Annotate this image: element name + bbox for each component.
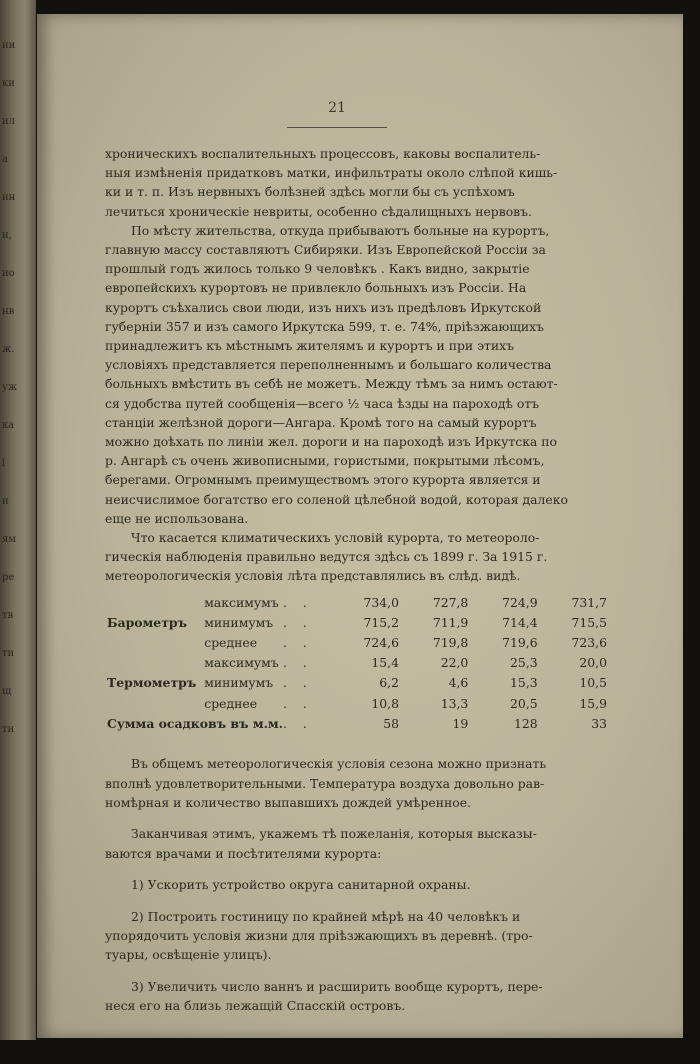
text-line: вполнѣ удовлетворительными. Температура воздуха довольно рав- <box>105 775 545 791</box>
paragraph <box>105 144 612 221</box>
table-cell-value: 20,5 <box>510 695 538 711</box>
text-line: принадлежитъ къ мѣстнымъ жителямъ и курортъ и при этихъ <box>105 338 515 354</box>
table-cell-value: 128 <box>513 715 538 731</box>
table-cell-value: 15,4 <box>371 655 399 671</box>
table-cell-value: 15,9 <box>579 695 607 711</box>
table-row <box>107 673 607 693</box>
table-cell-value: 715,2 <box>363 614 399 630</box>
text-line: ваются врачами и посѣтителями курорта: <box>105 845 382 861</box>
text-line: неся его на близь лежащій Спасскій островъ. <box>105 997 406 1013</box>
table-cell-value: 19 <box>452 715 469 731</box>
text-line: ныя измѣненія придатковъ матки, инфильтраты около слѣпой кишь- <box>105 165 558 181</box>
text-line: метеорологическія условія лѣта представлялись въ слѣд. видѣ. <box>105 568 521 584</box>
table-cell-value: 15,3 <box>510 675 538 691</box>
adjacent-page-text-fragment: ии <box>2 40 16 51</box>
text-line: еще не использована. <box>105 510 249 526</box>
text-line: условіяхъ представляется переполненнымъ и большаго количества <box>105 357 552 373</box>
table-cell-value: 10,8 <box>371 695 399 711</box>
text-line: больныхъ вмѣстить въ себѣ не можетъ. Между тѣмъ за нимъ остают- <box>105 376 558 392</box>
table-row <box>107 592 607 612</box>
text-line: Что касается климатическихъ условій курорта, то метеороло- <box>131 530 540 546</box>
table-row <box>107 653 607 673</box>
adjacent-page-text-fragment: тв <box>2 610 14 621</box>
row-group-label <box>107 693 204 713</box>
row-group-label: Барометръ <box>107 614 188 630</box>
table-row <box>107 693 607 713</box>
text-line: ки и т. п. Изъ нервныхъ болѣзней здѣсь могли бы съ успѣхомъ <box>105 184 515 200</box>
text-line: хроническихъ воспалительныхъ процессовъ, каковы воспалитель- <box>105 146 541 161</box>
text-line: станціи желѣзной дороги—Ангара. Кромѣ того на самый курортъ <box>105 414 537 430</box>
text-line: 3) Увеличить число ваннъ и расширить вообще курортъ, пере- <box>131 978 543 994</box>
table-cell-value: 719,6 <box>502 634 538 650</box>
text-line: курортъ съѣхались свои люди, изъ нихъ изъ предѣловъ Иркутской <box>105 299 542 315</box>
table-cell-value: 715,5 <box>571 614 607 630</box>
paragraph <box>105 528 612 586</box>
text-line: берегами. Огромнымъ преимуществомъ этого курорта является и <box>105 472 541 488</box>
book-page <box>37 14 683 1038</box>
adjacent-page-edge <box>0 0 36 1040</box>
text-line: номѣрная и количество выпавшихъ дождей умѣренное. <box>105 794 471 810</box>
text-line: 1) Ускорить устройство округа санитарной охраны. <box>131 877 471 893</box>
adjacent-page-text-fragment: ж. <box>2 344 15 355</box>
text-line: губерніи 357 и изъ самого Иркутска 599, т. е. 74%, пріѣзжающихъ <box>105 318 544 334</box>
leader-dots: . . <box>282 614 313 630</box>
adjacent-page-text-fragment: и, <box>2 230 12 241</box>
paragraph <box>105 221 612 528</box>
text-line: р. Ангарѣ съ очень живописными, гористыми, покрытыми лѣсомъ, <box>105 453 545 469</box>
table-cell-value: 33 <box>591 715 607 731</box>
text-line: неисчислимое богатство его соленой цѣлебной водой, которая далеко <box>105 491 568 507</box>
paragraph <box>105 907 612 965</box>
table-cell-value: 58 <box>383 715 399 731</box>
page-number-rule <box>287 127 387 128</box>
adjacent-page-text-fragment: уж <box>2 382 18 393</box>
table-cell-value: 734,0 <box>363 594 399 610</box>
row-sub-label: максимумъ <box>204 594 279 610</box>
text-line: Заканчивая этимъ, укажемъ тѣ пожеланія, которыя высказы- <box>131 826 537 842</box>
text-line: Въ общемъ метеорологическія условія сезона можно признать <box>131 756 547 772</box>
leader-dots: . . <box>282 634 313 650</box>
leader-dots: . . <box>282 695 313 711</box>
body-text-top <box>105 144 612 586</box>
text-line: туары, освѣщеніе улицъ). <box>105 947 272 963</box>
adjacent-page-text-fragment: ки <box>2 78 15 89</box>
adjacent-page-text-fragment: ре <box>2 572 15 583</box>
text-line: гическія наблюденія правильно ведутся здѣсь съ 1899 г. За 1915 г. <box>105 549 548 565</box>
adjacent-page-text-fragment: ка <box>2 420 15 431</box>
adjacent-page-text-fragment: ин <box>2 192 16 203</box>
adjacent-page-text-fragment: ям <box>2 534 17 545</box>
adjacent-page-text-fragment: ио <box>2 268 15 279</box>
row-group-label: Термометръ <box>107 675 197 691</box>
adjacent-page-text-fragment: а <box>2 154 8 165</box>
row-label: Сумма осадковъ въ м.м. <box>107 715 283 731</box>
table-cell-value: 6,2 <box>379 675 399 691</box>
text-line: упорядочить условія жизни для пріѣзжающихъ въ деревнѣ. (тро- <box>105 927 533 943</box>
table-cell-value: 714,4 <box>502 614 538 630</box>
leader-dots: . . <box>282 655 313 671</box>
paragraph <box>105 875 612 894</box>
text-line: ся удобства путей сообщенія—всего ½ часа ѣзды на пароходѣ отъ <box>105 395 540 411</box>
table-cell-value: 724,9 <box>502 594 538 610</box>
table-cell-value: 727,8 <box>432 594 469 610</box>
table-cell-value: 4,6 <box>448 675 469 691</box>
table-row <box>107 632 607 652</box>
row-sub-label: минимумъ <box>204 675 274 691</box>
text-line: европейскихъ курортовъ не привлекло больныхъ изъ Россіи. На <box>105 280 527 296</box>
adjacent-page-text-fragment: ти <box>2 648 15 659</box>
text-line: лечиться хроническіе невриты, особенно сѣдалищныхъ нервовъ. <box>105 203 532 219</box>
paragraph <box>105 977 612 1015</box>
text-line: 2) Построить гостиницу по крайней мѣрѣ на 40 человѣкъ и <box>131 908 521 924</box>
table-cell-value: 719,8 <box>432 634 469 650</box>
leader-dots: . . <box>282 594 313 610</box>
adjacent-page-text-fragment: и <box>2 496 9 507</box>
adjacent-page-text-fragment: ти <box>2 724 15 735</box>
table-row <box>107 612 607 632</box>
page-number: 21 <box>328 100 346 116</box>
row-sub-label: среднее <box>204 695 258 711</box>
leader-dots: . . <box>282 675 313 691</box>
text-line: По мѣсту жительства, откуда прибываютъ больные на курортъ, <box>131 222 550 238</box>
table-row <box>107 713 607 733</box>
row-sub-label: среднее <box>204 634 258 650</box>
table-cell-value: 20,0 <box>579 655 607 671</box>
text-line: прошлый годъ жилось только 9 человѣкъ . Какъ видно, закрытіе <box>105 261 530 277</box>
leader-dots: . . <box>282 715 313 731</box>
text-line: главную массу составляютъ Сибиряки. Изъ Европейской Россіи за <box>105 242 546 258</box>
adjacent-page-text-fragment: щ <box>2 686 12 697</box>
adjacent-page-text-fragment: l <box>2 458 6 469</box>
row-sub-label: минимумъ <box>204 614 274 630</box>
table-cell-value: 25,3 <box>510 655 538 671</box>
row-sub-label: максимумъ <box>204 655 279 671</box>
table-cell-value: 13,3 <box>440 695 469 711</box>
table-cell-value: 731,7 <box>571 594 607 610</box>
row-group-label <box>107 653 204 673</box>
climate-table <box>107 592 607 733</box>
table-cell-value: 724,6 <box>363 634 399 650</box>
table-cell-value: 723,6 <box>571 634 607 650</box>
row-group-label <box>107 632 204 652</box>
paragraph <box>105 754 612 812</box>
body-text-bottom <box>105 742 612 1028</box>
row-group-label <box>107 592 204 612</box>
table-cell-value: 10,5 <box>579 675 607 691</box>
table-cell-value: 22,0 <box>440 655 469 671</box>
table-cell-value: 711,9 <box>432 614 469 630</box>
adjacent-page-text-fragment: ил <box>2 116 16 127</box>
adjacent-page-text-fragment: нв <box>2 306 15 317</box>
text-line: можно доѣхать по линіи жел. дороги и на пароходѣ изъ Иркутска по <box>105 434 557 450</box>
paragraph <box>105 824 612 862</box>
